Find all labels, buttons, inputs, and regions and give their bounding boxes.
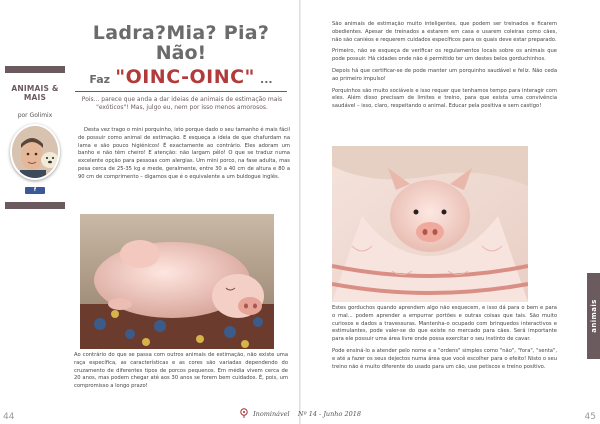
author-byline: por Golimix xyxy=(17,112,53,119)
section-tab-label: animais xyxy=(589,299,598,333)
right-column-bottom xyxy=(332,305,557,375)
facebook-icon[interactable]: f xyxy=(25,187,45,194)
sidebar-divider-top xyxy=(5,66,65,73)
blanket-pig-photo xyxy=(332,146,528,302)
right-paragraph-5: Estes gorduchos quando aprendem algo não esquecem, e isso dá para o bem e para o mal... podem aprender a empurrar portões e outras coisas que tais. São muito curiosos e dados a travessuras. Mantenha-o ocupado com brinquedos interactivos e estimulantes, pode valer-se do que existe no mercado para cães. Será importante para ele possuir uma área livre onde possa exercitar o seu instinto de cavar. xyxy=(332,305,557,343)
issue-info: Nº 14 - Junho 2018 xyxy=(297,410,362,418)
author-avatar xyxy=(10,124,60,180)
magazine-logo-icon xyxy=(239,408,249,420)
section-tab xyxy=(587,273,600,359)
left-page xyxy=(0,0,299,424)
intro-text: Pois... parece que anda a dar ideias de animais de estimação mais "exóticos"! Mas, julgo eu, nem por isso menos amorosos. xyxy=(81,96,283,112)
headline-nao: Não! xyxy=(155,41,207,64)
headline-oinc: "OINC-OINC" xyxy=(115,65,255,88)
headline-faz: Faz xyxy=(89,72,111,86)
footer xyxy=(220,408,380,420)
intro-divider xyxy=(75,91,287,92)
right-column-top xyxy=(332,21,557,115)
section-title: ANIMAIS & MAIS xyxy=(11,84,59,103)
right-paragraph-6: Pode ensiná-lo a atender pelo nome e a "ordens" simples como "não", "fora", "senta", e até a fazer os seus dejectos numa área que você escolher para o efeito! Nisto o seu treino não é muito diferente do usado para um cão, use petiscos e treino positivo. xyxy=(332,347,557,370)
page-number-left: 44 xyxy=(3,412,15,422)
right-paragraph-1: São animais de estimação muito inteligentes, que podem ser treinados e ficarem obedientes. Apesar de treinados a estarem em casa e usarem coleiras como cães, não são caniéos e requerem cuidados específicos para os quais deve estar preparado. xyxy=(332,21,557,43)
body-paragraph-1: Desta vez trago o mini porquinho, isto porque dado o seu tamanho é mais fácil de possuir como animal de estimação. E esqueça a ideia de que chafurdam na lama e são pouco higiénicos! É exactamente ao contrário. Eles adoram um banho e não têm cheiro! E atenção: não largam pêlo! O que se traduz numa excelente opção para pessoas com alergias. Um mini porco, na fase adulta, mas pesa cerca de 25-35 kg e mede, geralmente, entre 30 a 40 cm de altura e 80 a 90 cm de comprimento – digamos que é o equivalente a um buldogue inglês. xyxy=(78,127,290,180)
headline xyxy=(70,24,292,88)
right-paragraph-3: Depois há que certificar-se de pode manter um porquinho saudável e feliz. Não ceda ao primeiro impulso! xyxy=(332,67,557,82)
right-paragraph-2: Primeiro, não se esqueça de verificar os regulamentos locais sobre os animais que pode possuir. Há cidades onde não é permitido ter um destes belos gorduchinhos. xyxy=(332,48,557,63)
right-paragraph-4: Porquinhos são muito sociáveis e isso requer que tenhamos tempo para interagir com eles. Além disso precisam de limites e treino, para que exista uma convivência saudável – isso, claro, respeitando o animal. Educar pela positiva e sem castigo! xyxy=(332,87,557,110)
headline-main: Ladra?Mia? Pia? xyxy=(92,22,270,44)
body-paragraph-2: Ao contrário do que se passa com outros animais de estimação, não existe uma raça específica, as características e as cores são variadas dependendo do cruzamento de diferentes tipos de porcos pequenos. Em média vivem cerca de 20 anos, mas podem chegar até aos 30 anos se forem bem cuidados. É, pois, um compromisso a longo prazo! xyxy=(74,352,288,390)
page-number-right: 45 xyxy=(584,412,596,422)
sleeping-pig-photo xyxy=(80,214,274,349)
sidebar-divider-bottom xyxy=(5,202,65,209)
headline-dots: ... xyxy=(260,72,273,86)
magazine-name: Inominável xyxy=(253,410,290,418)
headline-faz-line xyxy=(70,66,292,88)
